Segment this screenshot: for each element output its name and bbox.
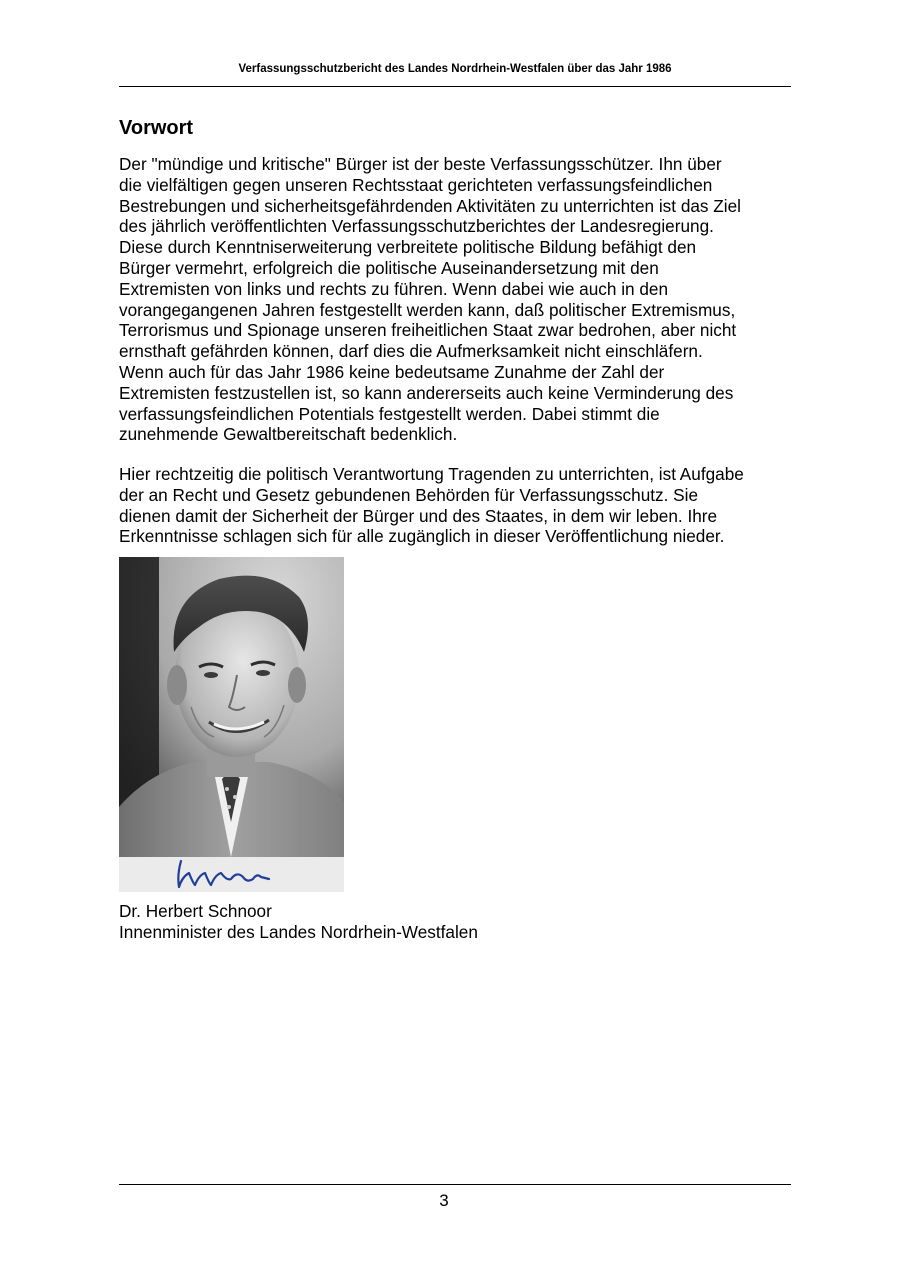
paragraph-line: Extremisten festzustellen ist, so kann andererseits auch keine Verminderung des [119, 382, 734, 403]
paragraph-line: Bürger vermehrt, erfolgreich die politische Auseinandersetzung mit den [119, 257, 659, 278]
signature-icon [119, 857, 344, 892]
paragraph-1 [119, 154, 799, 445]
paragraph-line: ernsthaft gefährden können, darf dies die Aufmerksamkeit nicht einschläfern. [119, 341, 703, 362]
paragraph-line: Terrorismus und Spionage unseren freiheitlichen Staat zwar bedrohen, aber nicht [119, 320, 737, 341]
paragraph-line: Erkenntnisse schlagen sich für alle zugänglich in dieser Veröffentlichung nieder. [119, 526, 725, 547]
paragraph-line: Hier rechtzeitig die politisch Verantwortung Tragenden zu unterrichten, ist Aufgabe [119, 464, 744, 484]
signatory-name: Dr. Herbert Schnoor [119, 901, 272, 921]
section-heading: Vorwort [119, 117, 194, 139]
paragraph-line: Diese durch Kenntniserweiterung verbreitete politische Bildung befähigt den [119, 237, 697, 258]
paragraph-line: Bestrebungen und sicherheitsgefährdenden Aktivitäten zu unterrichten ist das Ziel [119, 195, 741, 216]
portrait-photo [119, 557, 344, 892]
paragraph-line: Wenn auch für das Jahr 1986 keine bedeutsame Zunahme der Zahl der [119, 361, 665, 382]
paragraph-2 [119, 464, 799, 547]
header-rule [119, 86, 791, 87]
running-header: Verfassungsschutzbericht des Landes Nordrhein-Westfalen über das Jahr 1986 [238, 63, 672, 75]
signature-area [119, 857, 344, 892]
paragraph-line: Der "mündige und kritische" Bürger ist der beste Verfassungsschützer. Ihn über [119, 154, 722, 174]
portrait-image [119, 557, 344, 857]
paragraph-line: vorangegangenen Jahren festgestellt werden kann, daß politischer Extremismus, [119, 299, 736, 320]
signatory-role: Innenminister des Landes Nordrhein-Westfalen [119, 922, 478, 942]
footer-rule [119, 1184, 791, 1185]
signatory-caption [119, 901, 478, 943]
paragraph-line: Extremisten von links und rechts zu führen. Wenn dabei wie auch in den [119, 278, 669, 299]
paragraph-line: die vielfältigen gegen unseren Rechtsstaat gerichteten verfassungsfeindlichen [119, 174, 713, 195]
paragraph-line: des jährlich veröffentlichten Verfassungsschutzberichtes der Landesregierung. [119, 216, 714, 237]
page-number: 3 [439, 1191, 449, 1210]
paragraph-line: verfassungsfeindlichen Potentials festgestellt werden. Dabei stimmt die [119, 403, 660, 424]
paragraph-line: zunehmende Gewaltbereitschaft bedenklich. [119, 424, 458, 445]
paragraph-line: der an Recht und Gesetz gebundenen Behörden für Verfassungsschutz. Sie [119, 484, 699, 505]
paragraph-line: dienen damit der Sicherheit der Bürger und des Staates, in dem wir leben. Ihre [119, 505, 718, 526]
